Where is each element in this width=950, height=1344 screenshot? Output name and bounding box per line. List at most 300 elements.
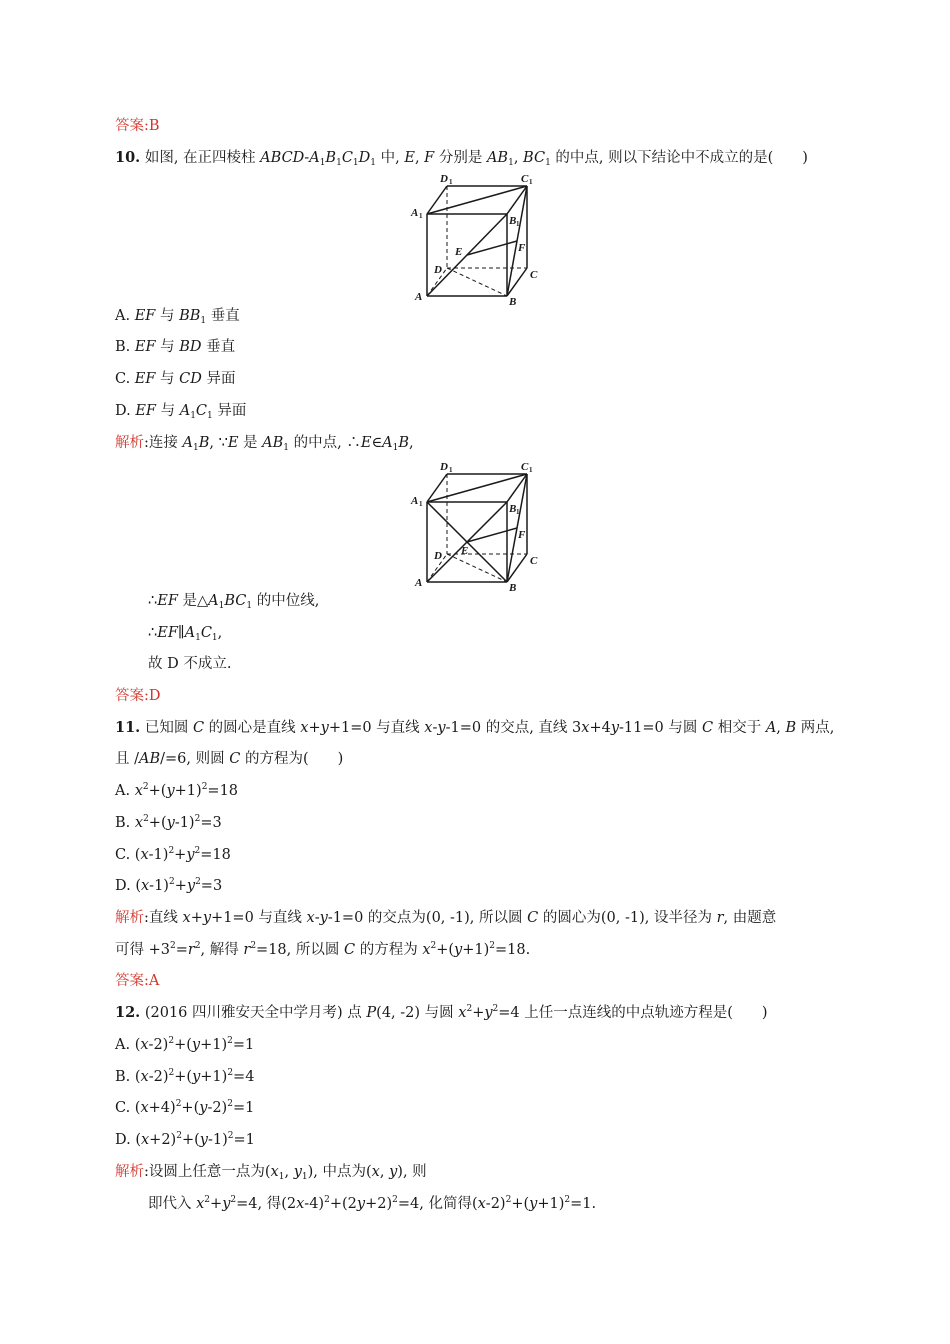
text-run: -1=0 的交点为(0, -1), 所以圆 [327,910,528,926]
subscript: 1 [246,601,253,611]
subscript: 1 [200,316,207,326]
question-10-stem [115,149,808,167]
text-run: , [513,150,524,166]
question-text [140,150,808,166]
math-var: C [192,720,205,736]
answer-label: 答案 [115,118,144,134]
text-run: +( [174,1069,193,1085]
text-run: =4 上任一点连线的中点轨迹方程是( ) [498,1005,768,1021]
text-run: =18. [495,942,531,958]
math-var: C [200,625,212,641]
text-run: :直线 [144,910,183,926]
text-run: -2) [148,1069,169,1085]
answer-line [115,117,160,135]
subscript: 1 [211,633,218,643]
text-run: , [414,150,425,166]
option-d [115,1131,255,1149]
superscript: 2 [564,1195,571,1205]
text-run: 异面 [212,403,247,419]
text-run: 的圆心为(0, -1), 设半径为 [538,910,717,926]
text-run: , [284,1164,294,1180]
superscript: 2 [430,941,437,951]
math-var: x [296,1196,305,1212]
text-run: +1=0 与直线 [328,720,425,736]
sub-1: 1 [516,220,520,228]
superscript: 2 [489,941,496,951]
math-var: D [358,150,371,166]
solution-step [148,655,231,673]
math-var: r [187,942,195,958]
label-f: F [518,529,526,541]
text-run: 已知圆 [140,720,193,736]
math-var: A [184,625,196,641]
option-b [115,1068,254,1086]
math-var: B [325,150,337,166]
text-run: =1 [232,1100,255,1116]
subscript: 1 [319,158,326,168]
superscript: 2 [227,1131,234,1141]
superscript: 2 [392,1195,398,1205]
text-run: -1=0 的交点, 直线 3 [445,720,582,736]
math-var: y [484,1005,493,1021]
text-run: +1=0 与直线 [211,910,307,926]
text-run: D. ( [115,1132,141,1148]
text-run: 的圆心是直线 [204,720,301,736]
math-var: x [182,910,191,926]
math-var: EF [135,403,156,419]
math-var: x [140,1132,150,1148]
text-run: - [314,910,320,926]
math-var: C [195,403,208,419]
text-run: 是△ [177,593,209,609]
text-run: C. ( [115,847,141,863]
text-run: -1) [148,847,169,863]
text-run: = [175,942,188,958]
prism-figure-2 [408,460,548,594]
sub-1: 1 [529,178,533,186]
option-d [115,402,246,420]
text-run: =1 [232,1037,255,1053]
text-run: (4, -2) 与圆 [376,1005,459,1021]
text-run: ∴ [148,625,158,641]
superscript: 2 [194,941,201,951]
math-var: E [404,150,415,166]
math-var: x [581,720,590,736]
sub-1: 1 [419,212,423,220]
superscript: 2 [466,1004,473,1014]
solution-step [148,624,222,642]
text-run: -2) [148,1037,169,1053]
sub-1: 1 [419,500,423,508]
text-run: , [217,625,223,641]
text-run: + [210,1196,223,1212]
subscript: 1 [218,601,225,611]
text-run: + [174,878,187,894]
text-run: ), 则 [397,1164,427,1180]
text-run: =18 [200,847,231,863]
math-var: AB [486,150,509,166]
math-var: x [270,1164,279,1180]
math-var: B [198,435,210,451]
text-run: +1) [462,942,490,958]
superscript: 2 [175,1099,182,1109]
text-run: C. [115,371,135,387]
label-b1: B [509,215,517,227]
solution-line-cont [115,941,530,959]
text-run: :设圆上任意一点为( [144,1164,271,1180]
superscript: 2 [168,1068,175,1078]
text-run: =1 [233,1132,255,1148]
text-run: - [304,150,310,166]
text-run: -2) [485,1196,506,1212]
math-var: BC [224,593,247,609]
label-c1: C [521,461,529,473]
math-var: EF [134,308,156,324]
prism-figure-1 [408,172,548,310]
label-b: B [509,296,517,308]
label-d: D [434,264,442,276]
superscript: 2 [505,1195,512,1205]
math-var: x [140,847,149,863]
math-var: x [134,815,144,831]
option-d [115,877,222,895]
math-var: y [389,1164,398,1180]
math-var: y [610,720,620,736]
math-var: r [716,910,724,926]
math-var: y [199,1100,208,1116]
superscript: 2 [227,1099,233,1109]
math-var: E [360,435,372,451]
superscript: 2 [227,1068,234,1078]
math-var: y [437,720,446,736]
option-c [115,1099,254,1117]
text-run: ∈ [371,435,383,451]
question-text [140,1005,767,1021]
text-run: 两点, [796,720,835,736]
text-run: 如图, 在正四棱柱 [140,150,261,166]
solution-text [144,1164,427,1180]
math-var: A [179,403,191,419]
math-var: y [166,815,175,831]
question-number: 12. [115,1004,141,1021]
math-var: C [527,910,539,926]
text-run: A. [115,783,135,799]
text-run: ), 中点为( [307,1164,372,1180]
text-run: +2) [149,1132,177,1148]
subscript: 1 [283,443,290,453]
text-run: 与 [155,403,180,419]
math-var: BD [179,339,202,355]
solution-line [115,909,776,927]
text-run: -1) [149,878,169,894]
text-run: +(2 [329,1196,357,1212]
text-run: -2) [207,1100,228,1116]
text-run: =18, 所以圆 [256,942,344,958]
subscript: 1 [352,158,359,168]
text-run: + [190,910,203,926]
solution-line [115,434,414,452]
text-run: 垂直 [201,339,236,355]
math-var: C [343,942,356,958]
math-var: A [309,150,320,166]
sub-1: 1 [449,466,453,474]
subscript: 1 [301,1172,308,1182]
label-d1: D [440,461,448,473]
math-var: x [422,942,431,958]
text-run: , 解得 [200,942,244,958]
subscript: 1 [207,411,213,421]
text-run: + [308,720,321,736]
math-var: A [182,435,193,451]
superscript: 2 [195,877,201,887]
text-run: 的中点, ∴ [289,435,361,451]
math-var: BC [523,150,546,166]
answer-label: 答案 [115,973,144,989]
math-var: x [140,1037,149,1053]
superscript: 2 [250,941,257,951]
math-var: y [529,1196,538,1212]
solution-line [115,1163,427,1181]
math-var: x [458,1005,467,1021]
math-var: x [140,1100,149,1116]
subscript: 1 [190,411,196,421]
math-var: CD [179,371,202,387]
option-a [115,307,240,325]
text-run: 的方程为( ) [240,751,344,767]
math-var: y [166,783,175,799]
text-run: 垂直 [206,308,240,324]
math-var: x [371,1164,380,1180]
answer-value: :D [144,688,161,704]
math-var: x [196,1196,205,1212]
superscript: 2 [168,877,175,887]
label-b1: B [509,503,517,515]
text-run: , [409,435,414,451]
text-run: +4 [589,720,611,736]
math-var: E [227,435,239,451]
solution-text [144,435,414,451]
math-var: EF [134,371,156,387]
superscript: 2 [201,782,208,792]
label-c: C [530,555,538,567]
text-run: ∥ [177,625,185,641]
math-var: C [229,751,241,767]
subscript: 1 [192,443,199,453]
text-run: + [174,847,187,863]
text-run: 即代入 [148,1196,197,1212]
text-run: + [472,1005,485,1021]
label-d: D [434,550,442,562]
label-a1: A [411,495,419,507]
superscript: 2 [168,846,175,856]
text-run: D. [115,403,136,419]
question-number: 10. [115,149,141,166]
superscript: 2 [169,941,176,951]
math-var: x [140,878,150,894]
text-run: +( [436,942,455,958]
question-12-stem [115,1004,768,1022]
option-b [115,814,222,832]
math-var: y [319,910,328,926]
math-var: y [192,1069,201,1085]
subscript: 1 [278,1172,285,1182]
option-a [115,1036,254,1054]
math-var: y [202,910,212,926]
text-run: 的中点, 则以下结论中不成立的是( ) [550,150,808,166]
text-run: +1) [174,783,202,799]
math-var: y [186,847,195,863]
text-run: , [379,1164,390,1180]
text-run: 的中位线, [252,593,320,609]
text-run: B. [115,815,135,831]
math-var: A [765,720,777,736]
solution-text [144,910,776,926]
label-e: E [455,246,463,258]
math-var: C [341,150,353,166]
math-var: BB [179,308,201,324]
sub-1: 1 [516,508,520,516]
text-run: +( [148,783,167,799]
text-run: 分别是 [434,150,487,166]
sub-1: 1 [449,178,453,186]
text-run: +( [181,1132,200,1148]
math-var: EF [134,339,156,355]
text-run: ∴ [148,593,158,609]
math-var: y [186,878,196,894]
label-e: E [461,545,469,557]
subscript: 1 [392,443,399,453]
text-run: A. ( [115,1037,141,1053]
math-var: x [300,720,309,736]
math-var: A [382,435,393,451]
text-run: , [776,720,786,736]
text-run: -4) [304,1196,325,1212]
math-var: x [306,910,315,926]
text-run: =3 [200,878,223,894]
subscript: 1 [508,158,514,168]
text-run: 与 [155,339,180,355]
math-var: P [366,1005,377,1021]
text-run: -1) [174,815,195,831]
math-var: ABCD [260,150,305,166]
superscript: 2 [168,1036,175,1046]
option-a [115,782,238,800]
math-var: x [424,720,433,736]
answer-value: :A [144,973,160,989]
text-run: (2016 四川雅安天全中学月考) 点 [140,1005,367,1021]
text-run: +( [174,1037,192,1053]
text-run: B. [115,339,135,355]
superscript: 2 [143,814,149,824]
answer-line [115,687,161,705]
text-run: C. ( [115,1100,141,1116]
label-c: C [530,269,538,281]
solution-label: 解析 [115,435,144,451]
math-var: y [222,1196,231,1212]
text-run: :连接 [144,435,183,451]
math-var: EF [157,625,178,641]
label-a: A [415,291,423,303]
option-c [115,846,231,864]
math-var: y [191,1037,201,1053]
text-run: B. ( [115,1069,141,1085]
math-var: B [398,435,410,451]
sub-1: 1 [529,466,533,474]
math-var: EF [157,593,178,609]
text-run: +1) [200,1069,228,1085]
text-run: 是 [238,435,263,451]
text-run: =3 [200,815,222,831]
superscript: 2 [204,1195,211,1205]
text-run: =4, 得(2 [236,1196,297,1212]
label-c1: C [521,173,529,185]
question-11-stem-cont [115,750,343,768]
math-var: y [320,720,329,736]
label-d1: D [440,173,448,185]
text-run: 中, [376,150,405,166]
text-run: -1) [207,1132,228,1148]
text-run: -11=0 与圆 [619,720,702,736]
math-var: y [293,1164,302,1180]
subscript: 1 [370,158,377,168]
text-run: 相交于 [713,720,766,736]
label-a: A [415,577,423,589]
text-run: 与 [155,371,180,387]
math-var: AB [262,435,284,451]
text-run: =4, 化简得( [397,1196,478,1212]
label-f: F [518,242,526,254]
superscript: 2 [492,1004,499,1014]
math-var: C [701,720,714,736]
math-var: F [424,150,435,166]
math-var: AB [139,751,161,767]
option-b [115,338,235,356]
math-var: A [208,593,219,609]
text-run: 异面 [201,371,236,387]
text-run: 故 D 不成立. [148,656,232,672]
text-run: +2) [365,1196,393,1212]
subscript: 1 [545,158,551,168]
math-var: x [134,783,143,799]
text-run: +4) [148,1100,176,1116]
text-run: 的方程为 [355,942,423,958]
superscript: 2 [227,1036,233,1046]
label-b: B [509,582,517,594]
question-11-stem [115,719,834,737]
math-var: x [477,1196,486,1212]
text-run: +( [511,1196,530,1212]
text-run: A. [115,308,135,324]
subscript: 1 [195,633,201,643]
solution-label: 解析 [115,910,144,926]
solution-step [148,1195,596,1213]
math-var: y [454,942,463,958]
option-c [115,370,236,388]
text-run: , ∵ [209,435,228,451]
text-run: , 由题意 [723,910,777,926]
superscript: 2 [324,1195,330,1205]
math-var: y [199,1132,208,1148]
question-number: 11. [115,719,141,736]
text-run: - [432,720,438,736]
math-var: y [356,1196,366,1212]
subscript: 1 [336,158,342,168]
question-text [140,720,834,736]
text-run: /=6, 则圆 [160,751,230,767]
solution-label: 解析 [115,1164,144,1180]
answer-label: 答案 [115,688,144,704]
answer-value: :B [144,118,160,134]
